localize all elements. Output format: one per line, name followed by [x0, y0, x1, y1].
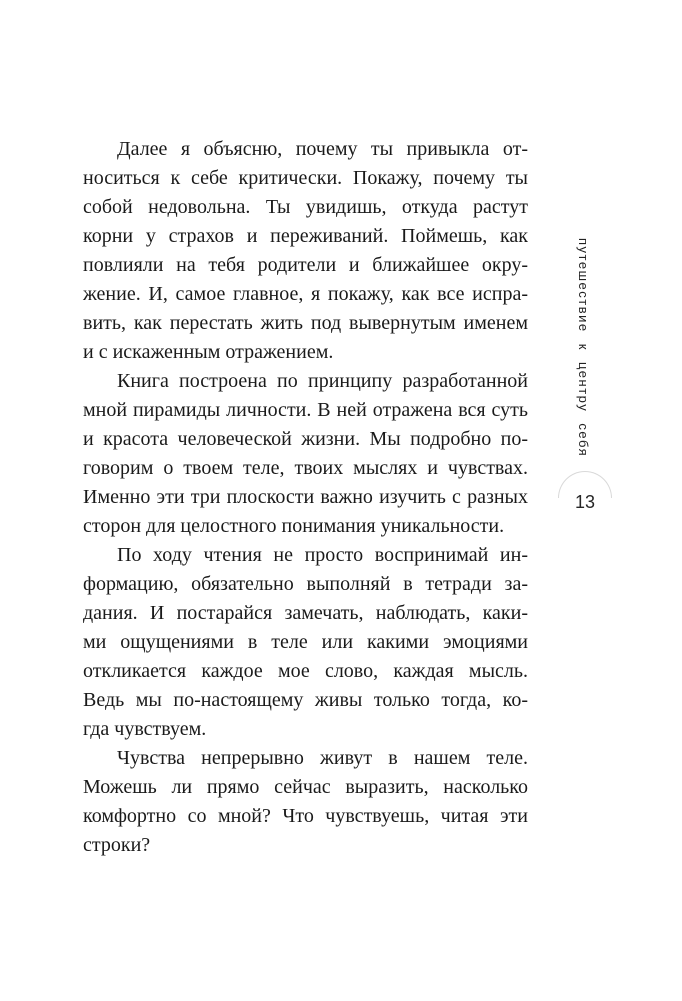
- text-line: вить, как перестать жить под вывернутым именем: [83, 312, 528, 334]
- text-line: повлияли на тебя родители и ближайшее окру-: [83, 254, 528, 276]
- page-marker: [558, 471, 612, 516]
- text-line: гда чувствуем.: [83, 718, 207, 740]
- text-line: Далее я объясню, почему ты привыкла от-: [117, 138, 528, 160]
- paragraphs: [83, 135, 528, 860]
- text-line: дания. И постарайся замечать, наблюдать, каки-: [83, 602, 528, 624]
- text-line: строки?: [83, 834, 151, 856]
- text-line: и красота человеческой жизни. Мы подробно по-: [83, 428, 528, 450]
- text-line: формацию, обязательно выполняй в тетради за-: [83, 573, 528, 595]
- text-line: собой недовольна. Ты увидишь, откуда растут: [83, 196, 528, 218]
- text-line: сторон для целостного понимания уникальности.: [83, 515, 505, 537]
- running-title: путешествие к центру себя: [576, 238, 591, 458]
- text-line: жение. И, самое главное, я покажу, как все испра-: [83, 283, 528, 305]
- page-number: 13: [574, 492, 596, 512]
- text-line: Ведь мы по-настоящему живы только тогда, ко-: [83, 689, 528, 711]
- text-line: говорим о твоем теле, твоих мыслях и чувствах.: [83, 457, 528, 479]
- text-line: По ходу чтения не просто воспринимай ин-: [117, 544, 528, 566]
- text-line: и с искаженным отражением.: [83, 341, 334, 363]
- text-line: Чувства непрерывно живут в нашем теле.: [117, 747, 528, 769]
- text-line: корни у страхов и переживаний. Поймешь, как: [83, 225, 528, 247]
- text-line: мной пирамиды личности. В ней отражена вся суть: [83, 399, 528, 421]
- text-line: откликается каждое мое слово, каждая мысль.: [83, 660, 528, 682]
- text-line: Именно эти три плоскости важно изучить с разных: [83, 486, 528, 508]
- text-line: ми ощущениями в теле или какими эмоциями: [83, 631, 528, 653]
- text-line: Можешь ли прямо сейчас выразить, насколько: [83, 776, 528, 798]
- text-line: Книга построена по принципу разработанной: [117, 370, 528, 392]
- body-text: [83, 135, 528, 860]
- text-line: носиться к себе критически. Покажу, почему ты: [83, 167, 528, 189]
- text-line: комфортно со мной? Что чувствуешь, читая эти: [83, 805, 528, 827]
